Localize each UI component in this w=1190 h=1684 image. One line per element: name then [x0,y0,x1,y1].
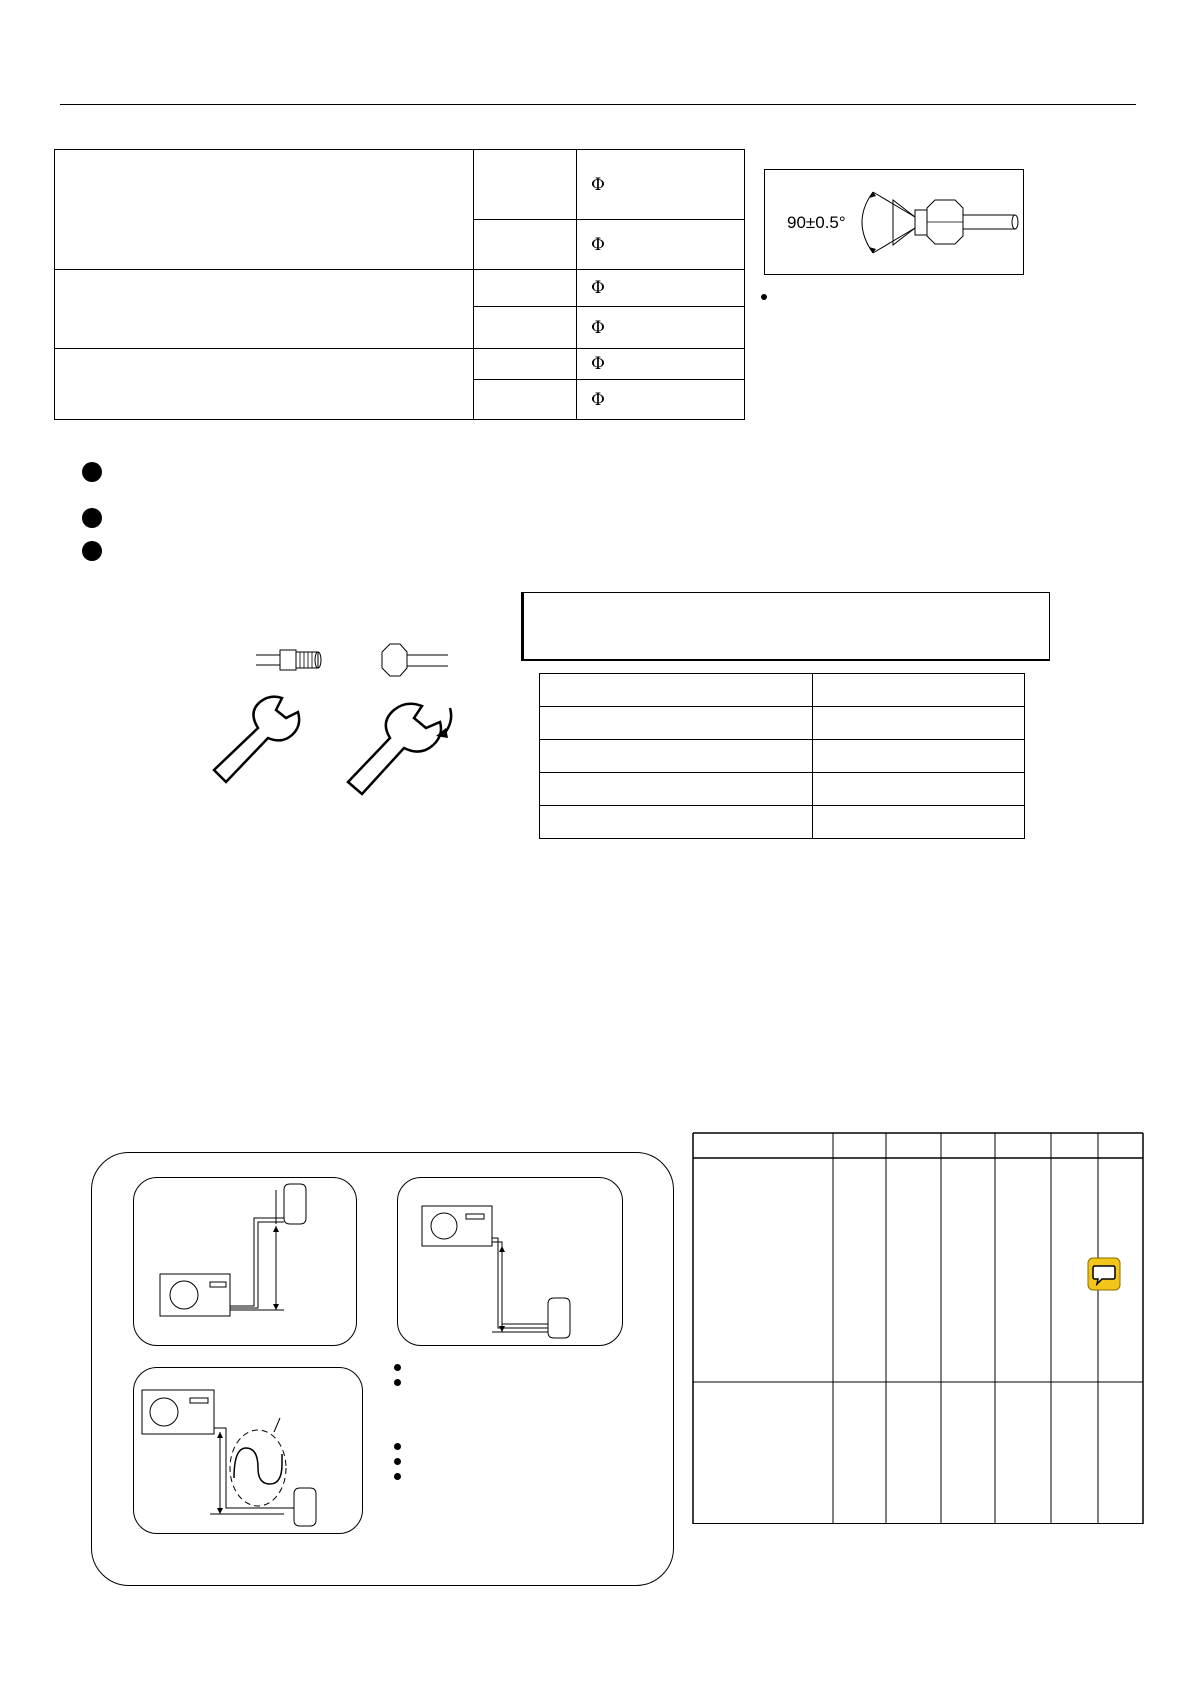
bullet-dot [394,1379,401,1386]
diagram-oil-trap [133,1367,363,1534]
pipe-size-cell [474,307,577,349]
bullet-point [82,462,102,482]
header-rule [60,104,1136,105]
diagram-indoor-above [133,1177,357,1346]
spec-table [690,1132,1145,1524]
bullet-dot [394,1458,401,1465]
torque-table [539,673,1025,839]
bullet-point [82,541,102,561]
outdoor-below-indoor-icon [134,1178,356,1345]
oil-trap-icon [134,1368,362,1533]
flare-angle-label: 90±0.5° [787,213,846,232]
table-cell [540,740,813,773]
bullet-dot [761,294,767,300]
table-cell [813,740,1025,773]
pipe-group-2 [55,270,474,349]
pipe-size-table [54,149,745,420]
pipe-group-3 [55,349,474,420]
diameter-symbol: Φ [577,150,745,220]
speech-bubble-icon[interactable] [1087,1257,1121,1291]
diameter-symbol: Φ [577,220,745,270]
note-box [521,592,1050,661]
pipe-size-cell [474,270,577,307]
table-cell [540,806,813,839]
table-cell [540,773,813,806]
pipe-size-cell [474,349,577,380]
pipe-size-cell [474,150,577,220]
pipe-group-1 [55,150,474,270]
bullet-dot [394,1473,401,1480]
table-cell [540,674,813,707]
outdoor-above-indoor-icon [398,1178,622,1345]
diameter-symbol: Φ [577,270,745,307]
table-cell [540,707,813,740]
table-cell [813,674,1025,707]
diameter-symbol: Φ [577,349,745,380]
bullet-dot [394,1443,401,1450]
diameter-symbol: Φ [577,380,745,420]
wrench-tightening-illustration [200,640,480,800]
pipe-size-cell [474,380,577,420]
diameter-symbol: Φ [577,307,745,349]
table-cell [813,806,1025,839]
pipe-size-cell [474,220,577,270]
table-cell [813,773,1025,806]
bullet-point [82,508,102,528]
table-cell [813,707,1025,740]
bullet-dot [394,1364,401,1371]
diagram-indoor-below [397,1177,623,1346]
